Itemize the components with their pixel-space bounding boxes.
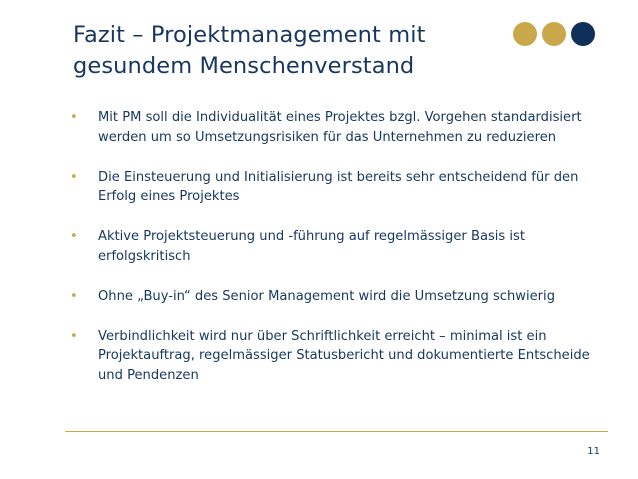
footer-divider <box>65 431 608 432</box>
bullet-item <box>70 327 610 386</box>
bullet-text: Ohne „Buy-in“ des Senior Management wird die Umsetzung schwierig <box>98 288 556 304</box>
bullet-text: Mit PM soll die Individualität eines Projektes bzgl. Vorgehen standardisiert werden um so Umsetzungsrisiken für das Unternehmen zu reduzieren <box>98 110 582 145</box>
bullet-item <box>70 287 610 307</box>
bullet-item <box>70 168 610 207</box>
bullet-icon: • <box>70 328 78 344</box>
slide-title-line-2: gesundem Menschenverstand <box>73 53 415 79</box>
bullet-item <box>70 227 610 266</box>
navy-dot-icon <box>571 22 595 46</box>
page-number: 11 <box>587 446 600 457</box>
slide-title <box>73 20 493 82</box>
bullet-icon: • <box>70 229 78 244</box>
bullet-icon: • <box>70 169 78 185</box>
bullet-text: Verbindlichkeit wird nur über Schriftlichkeit erreicht – minimal ist ein Projektauftrag, regelmässiger Statusbericht und dokumentierte Entscheide und Pendenzen <box>98 328 590 383</box>
bullet-icon: • <box>70 110 78 125</box>
bullet-item <box>70 108 610 147</box>
gold-dot-icon <box>542 22 566 46</box>
bullet-list <box>70 108 610 406</box>
gold-dot-icon <box>513 22 537 46</box>
slide-title-line-1: Fazit – Projektmanagement mit <box>73 22 426 48</box>
bullet-text: Die Einsteuerung und Initialisierung ist bereits sehr entscheidend für den Erfolg eines Projektes <box>98 169 579 204</box>
bullet-text: Aktive Projektsteuerung und -führung auf regelmässiger Basis ist erfolgskritisch <box>98 229 526 264</box>
bullet-icon: • <box>70 288 78 304</box>
